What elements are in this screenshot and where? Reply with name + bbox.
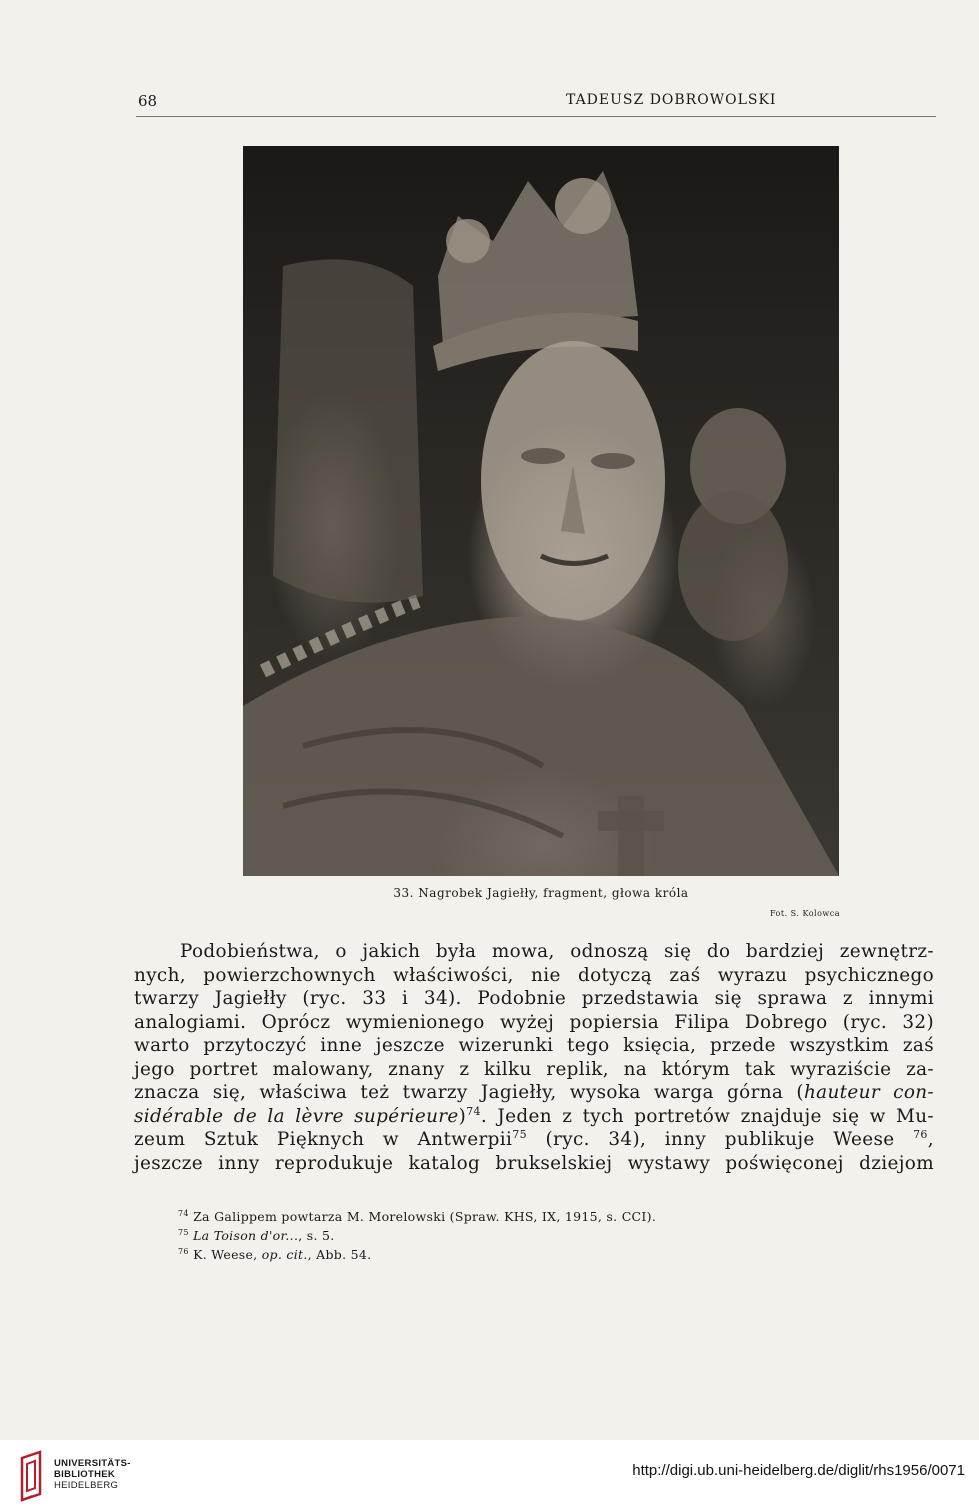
footnote-ref-76: 76: [913, 1128, 928, 1141]
text-segment: . Jeden z tych portretów znajduje się w Mu-: [480, 1105, 934, 1127]
body-paragraph: [134, 940, 934, 1175]
footnote-76: [178, 1245, 878, 1264]
logo-line: BIBLIOTHEK: [54, 1469, 116, 1480]
text-line: Podobieństwa, o jakich była mowa, odnoszą się do bardziej zewnętrz-: [180, 941, 934, 962]
footnote-text: Za Galippem powtarza M. Morelowski (Spraw. KHS, IX, 1915, s. CCI).: [193, 1209, 657, 1224]
text-segment: ,: [927, 1129, 934, 1150]
text-line: jego portret malowany, znany z kilku replik, na którym tak wyraziście za-: [134, 1058, 934, 1080]
footnote-title: La Toison d'or...: [193, 1228, 299, 1243]
text-line: analogiami. Oprócz wymienionego wyżej popiersia Filipa Dobrego (ryc. 32): [134, 1011, 934, 1033]
text-line: nych, powierzchownych właściwości, nie dotyczą zaś wyrazu psychicznego: [134, 964, 934, 986]
sculpture-shapes: [243, 146, 839, 876]
text-line: [134, 1105, 934, 1129]
text-segment: ): [458, 1105, 467, 1127]
source-url-link[interactable]: http://digi.ub.uni-heidelberg.de/diglit/rhs1956/0071: [632, 1462, 965, 1479]
text-line: [134, 1128, 934, 1152]
text-segment: znacza się, właściwa też twarzy Jagiełły, wysoka warga górna (: [134, 1082, 804, 1103]
library-logo-text: [54, 1458, 131, 1491]
footnote-text: K. Weese,: [193, 1247, 262, 1262]
logo-line: UNIVERSITÄTS-: [54, 1458, 131, 1469]
footnote-number: 74: [178, 1209, 189, 1218]
footnote-74: [178, 1207, 878, 1226]
footnote-text: , s. 5.: [298, 1228, 335, 1243]
library-logo-icon: [18, 1450, 48, 1502]
text-line: warto przytoczyć inne jeszcze wizerunki tego księcia, przede wszystkim zaś: [134, 1035, 934, 1056]
library-footer: [0, 1440, 979, 1512]
italic-phrase: sidérable de la lèvre supérieure: [134, 1105, 459, 1127]
footnote-text: , Abb. 54.: [307, 1247, 372, 1262]
text-segment: zeum Sztuk Pięknych w Antwerpii: [134, 1129, 513, 1150]
tomb-sculpture-photograph: [243, 146, 839, 876]
italic-phrase: hauteur con-: [803, 1082, 934, 1103]
footnote-ref-75: 75: [512, 1128, 527, 1141]
text-line: [134, 1081, 934, 1105]
footnote-number: 76: [178, 1247, 189, 1256]
footnotes: [178, 1207, 878, 1264]
logo-line: HEIDELBERG: [54, 1480, 119, 1491]
running-head: [136, 92, 936, 117]
text-line: jeszcze inny reprodukuje katalog brukselskiej wystawy poświęconej dziejom: [134, 1152, 934, 1174]
page-number: 68: [138, 92, 158, 110]
footnote-ref-74: 74: [466, 1104, 481, 1118]
figure-caption: 33. Nagrobek Jagiełły, fragment, głowa króla: [393, 886, 689, 900]
text-line: twarzy Jagiełły (ryc. 33 i 34). Podobnie przedstawia się sprawa z innymi: [134, 988, 934, 1009]
footnote-75: [178, 1226, 878, 1245]
text-segment: (ryc. 34), inny publikuje Weese: [526, 1129, 914, 1150]
photo-credit: Fot. S. Kolowca: [769, 909, 840, 918]
footnote-citation: op. cit.: [261, 1247, 308, 1262]
running-head-author: TADEUSZ DOBROWOLSKI: [566, 92, 777, 108]
footnote-number: 75: [178, 1228, 189, 1237]
